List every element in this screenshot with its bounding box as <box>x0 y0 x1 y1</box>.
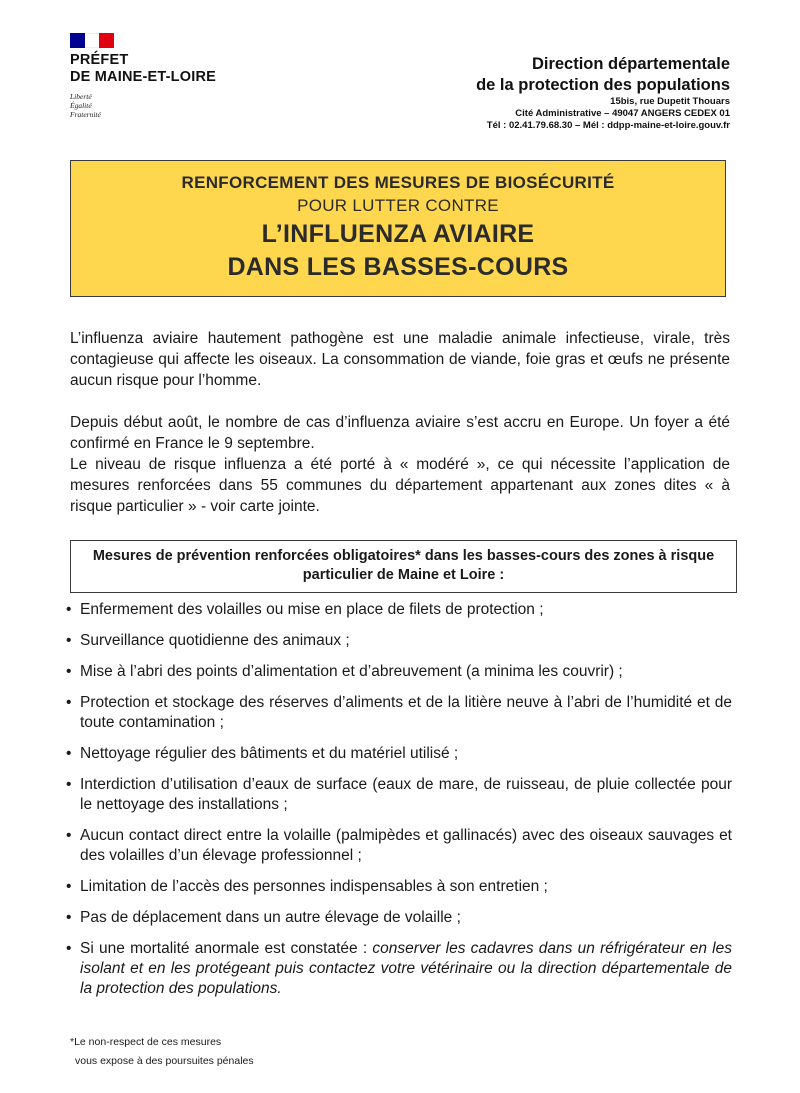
flag-band-blue <box>70 33 85 48</box>
measures-list <box>66 600 732 1010</box>
motto-liberte: Liberté <box>70 92 92 101</box>
intro-paragraph-1: L’influenza aviaire hautement pathogène est une maladie animale infectieuse, virale, très contagieuse qui affecte les oiseaux. La consommation de viande, foie gras et œufs ne présente aucun risque pour l’homme. <box>70 330 730 389</box>
bullet-icon: • <box>66 940 72 957</box>
list-item <box>66 775 732 815</box>
list-item-text: Pas de déplacement dans un autre élevage de volaille ; <box>80 909 461 926</box>
list-item-text: Enfermement des volailles ou mise en place de filets de protection ; <box>80 601 544 618</box>
footnote <box>70 1033 254 1071</box>
list-item <box>66 662 732 682</box>
footnote-line1: *Le non-respect de ces mesures <box>70 1036 222 1048</box>
title-banner <box>70 160 726 297</box>
banner-line4: DANS LES BASSES-COURS <box>227 253 569 281</box>
address-line2: Cité Administrative – 49047 ANGERS CEDEX 01 <box>515 108 730 119</box>
department-label: DE MAINE-ET-LOIRE <box>70 69 216 85</box>
contact-line: Tél : 02.41.79.68.30 – Mél : ddpp-maine-et-loire.gouv.fr <box>486 120 730 131</box>
address-line1: 15bis, rue Dupetit Thouars <box>610 96 730 107</box>
bullet-icon: • <box>66 663 72 680</box>
direction-title-line1: Direction départementale <box>531 55 730 73</box>
direction-header <box>476 54 730 132</box>
list-item-text: Mise à l’abri des points d’alimentation et d’abreuvement (a minima les couvrir) ; <box>80 663 623 680</box>
flag-band-red <box>99 33 114 48</box>
banner-line2: POUR LUTTER CONTRE <box>297 196 499 215</box>
bullet-icon: • <box>66 745 72 762</box>
list-item <box>66 600 732 620</box>
bullet-icon: • <box>66 694 72 711</box>
prefecture-logo <box>70 33 270 119</box>
intro-paragraph-3: Le niveau de risque influenza a été porté à « modéré », ce qui nécessite l’application de mesures renforcées dans 55 communes du département appartenant aux zones dites « à risque particulier » - voir carte jointe. <box>70 456 730 515</box>
flag-band-white <box>85 33 100 48</box>
list-item <box>66 877 732 897</box>
list-item <box>66 693 732 733</box>
measures-box-title: Mesures de prévention renforcées obligatoires* dans les basses-cours des zones à risque particulier de Maine et Loire : <box>70 540 737 593</box>
list-item-text: Interdiction d’utilisation d’eaux de surface (eaux de mare, de ruisseau, de pluie collectée pour le nettoyage des installations ; <box>80 776 732 813</box>
bullet-icon: • <box>66 601 72 618</box>
intro-paragraph-2: Depuis début août, le nombre de cas d’influenza aviaire s’est accru en Europe. Un foyer a été confirmé en France le 9 septembre. <box>70 414 730 452</box>
footnote-line2: vous expose à des poursuites pénales <box>75 1055 254 1067</box>
list-item-text: Nettoyage régulier des bâtiments et du matériel utilisé ; <box>80 745 459 762</box>
motto-egalite: Égalité <box>70 101 92 110</box>
french-flag-icon <box>70 33 114 48</box>
bullet-icon: • <box>66 909 72 926</box>
list-item-text: Limitation de l’accès des personnes indispensables à son entretien ; <box>80 878 548 895</box>
list-item-mortality <box>66 939 732 999</box>
mortality-instructions: conserver les cadavres dans un réfrigérateur en les isolant et en les protégeant puis contactez votre vétérinaire ou la direction départementale de la protection des populations. <box>80 940 732 997</box>
banner-line1: RENFORCEMENT DES MESURES DE BIOSÉCURITÉ <box>181 173 615 192</box>
prefet-label: PRÉFET <box>70 52 129 68</box>
list-item-text: Surveillance quotidienne des animaux ; <box>80 632 350 649</box>
list-item-text: Protection et stockage des réserves d’aliments et de la litière neuve à l’abri de l’humidité et de toute contamination ; <box>80 694 732 731</box>
bullet-icon: • <box>66 632 72 649</box>
list-item <box>66 744 732 764</box>
republic-motto <box>70 92 270 119</box>
direction-title-line2: de la protection des populations <box>476 76 730 94</box>
bullet-icon: • <box>66 827 72 844</box>
motto-fraternite: Fraternité <box>70 110 101 119</box>
bullet-icon: • <box>66 776 72 793</box>
list-item <box>66 631 732 651</box>
list-item-text: Aucun contact direct entre la volaille (palmipèdes et gallinacés) avec des oiseaux sauvages et des volailles d’un élevage professionnel ; <box>80 827 732 864</box>
intro-text <box>70 328 730 517</box>
banner-line3: L’INFLUENZA AVIAIRE <box>261 220 535 248</box>
mortality-prefix: Si une mortalité anormale est constatée : <box>80 940 373 957</box>
bullet-icon: • <box>66 878 72 895</box>
list-item <box>66 826 732 866</box>
list-item <box>66 908 732 928</box>
